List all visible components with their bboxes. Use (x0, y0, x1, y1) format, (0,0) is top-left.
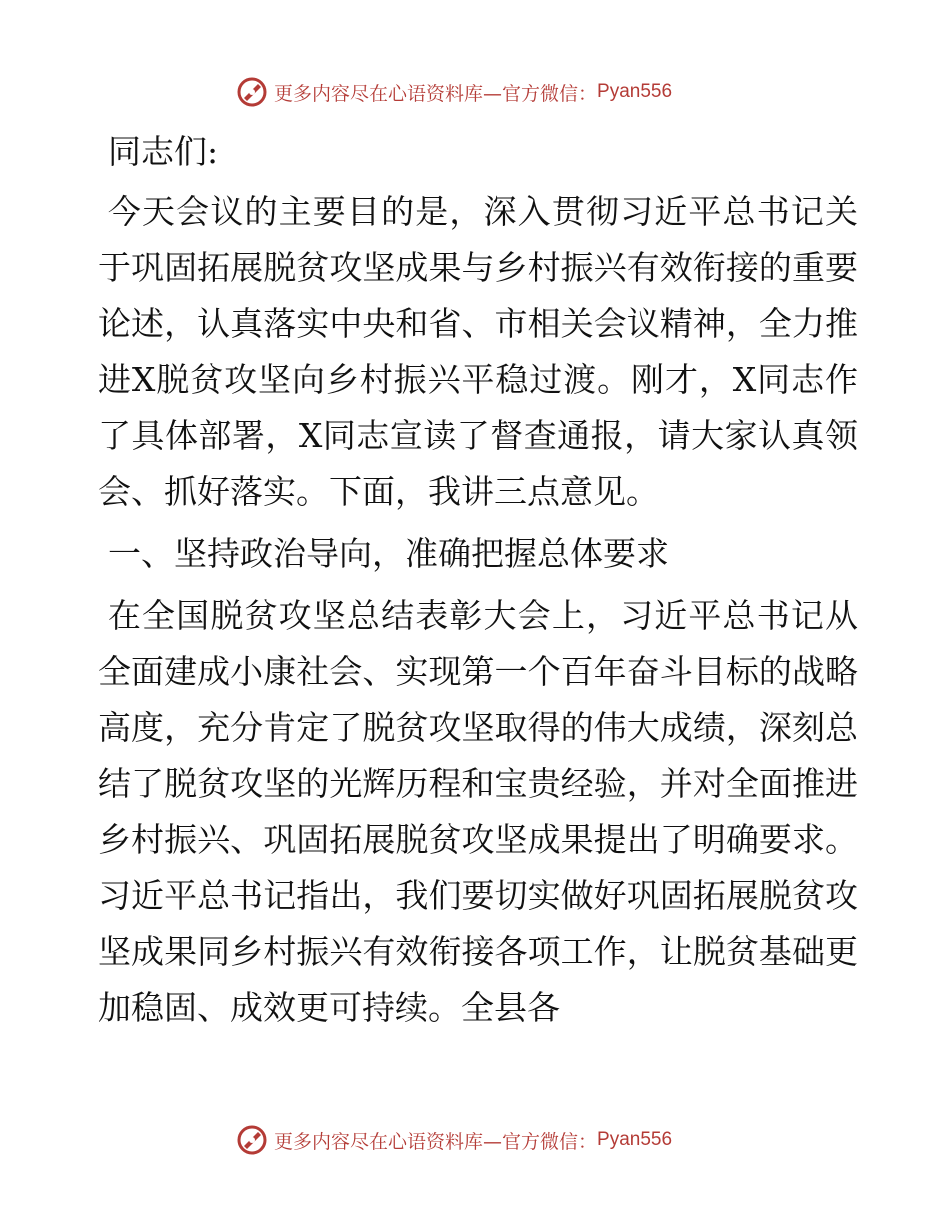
header-watermark (236, 72, 672, 112)
watermark-text: 更多内容尽在心语资料库—官方微信： (274, 82, 598, 105)
pen-logo-icon (236, 1124, 268, 1156)
paragraph: 在全国脱贫攻坚总结表彰大会上，习近平总书记从全面建成小康社会、实现第一个百年奋斗目标的战略高度，充分肯定了脱贫攻坚取得的伟大成绩，深刻总结了脱贫攻坚的光辉历程和宝贵经验，并对全面推进乡村振兴、巩固拓展脱贫攻坚成果提出了明确要求。习近平总书记指出，我们要切实做好巩固拓展脱贫攻坚成果同乡村振兴有效衔接各项工作，让脱贫基础更加稳固、成效更可持续。全县各 (98, 596, 858, 1027)
paragraph: 今天会议的主要目的是，深入贯彻习近平总书记关于巩固拓展脱贫攻坚成果与乡村振兴有效衔接的重要论述，认真落实中央和省、市相关会议精神，全力推进X脱贫攻坚向乡村振兴平稳过渡。刚才，X同志作了具体部署，X同志宣读了督查通报，请大家认真领会、抓好落实。下面，我讲三点意见。 (98, 192, 858, 511)
watermark-id: Pyan556 (597, 81, 673, 102)
salutation: 同志们: (108, 132, 219, 171)
pen-logo-icon (236, 76, 268, 108)
footer-watermark (236, 1120, 672, 1160)
section-heading: 一、坚持政治导向，准确把握总体要求 (108, 534, 669, 573)
watermark-id: Pyan556 (597, 1129, 673, 1150)
document-body (98, 118, 858, 1042)
watermark-text: 更多内容尽在心语资料库—官方微信： (274, 1130, 598, 1153)
